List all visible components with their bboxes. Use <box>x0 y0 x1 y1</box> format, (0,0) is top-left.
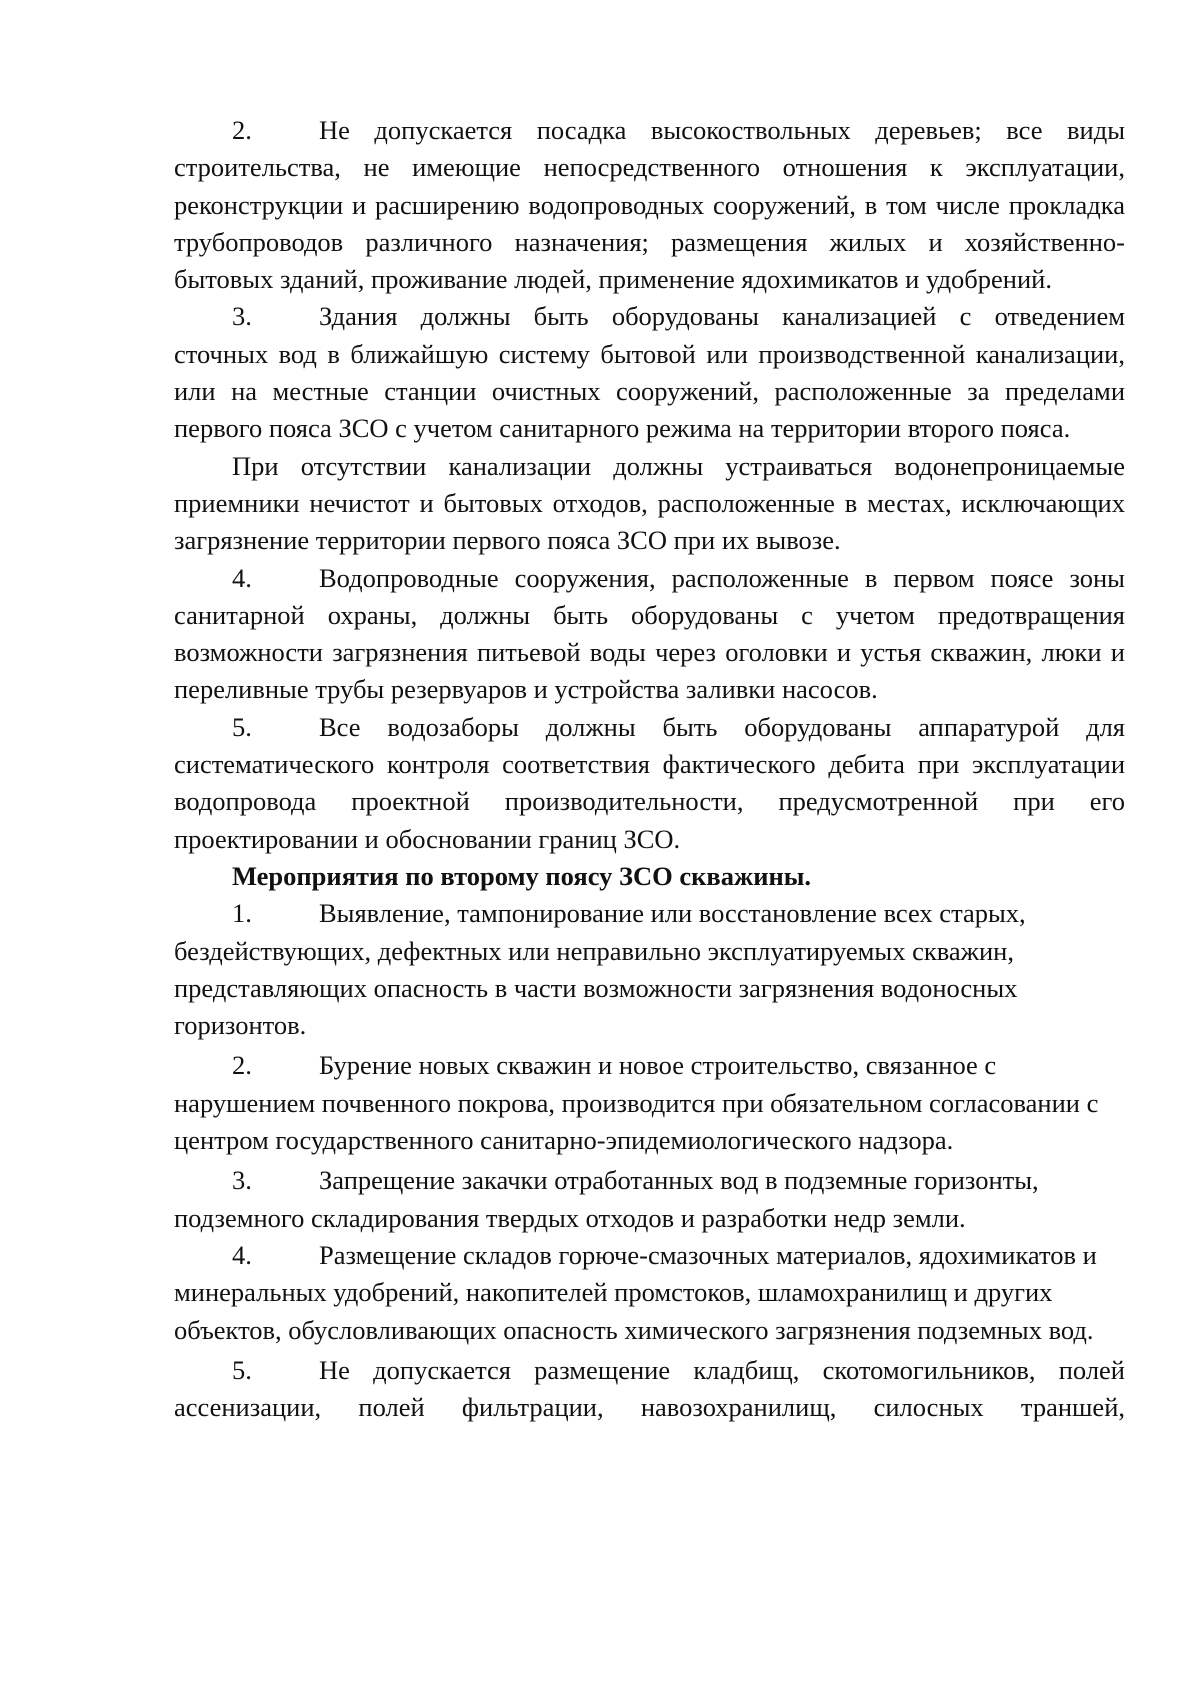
item-number: 3. <box>232 301 252 332</box>
list-item-first-3 <box>174 298 1125 447</box>
list-item-second-1 <box>174 895 1125 1044</box>
item-text: При отсутствии канализации должны устраиваться водонепроницаемые приемники нечистот и бытовых отходов, расположенные в местах, исключающих загрязнение территории первого пояса ЗСО при их вывозе. <box>174 450 1125 556</box>
item-number: 4. <box>232 1239 252 1270</box>
list-item-first-4 <box>174 560 1125 709</box>
list-item-second-3 <box>174 1162 1125 1237</box>
item-text: Размещение складов горюче-смазочных материалов, ядохимикатов и минеральных удобрений, накопителей промстоков, шламохранилищ и других объектов, обусловливающих опасность химического загрязнения подземных вод. <box>174 1239 1097 1345</box>
item-text: Не допускается посадка высокоствольных деревьев; все виды строительства, не имеющие непосредственного отношения к эксплуатации, реконструкции и расширению водопроводных сооружений, в том числе прокладка трубопроводов различного назначения; размещения жилых и хозяйственно-бытовых зданий, проживание людей, применение ядохимикатов и удобрений. <box>174 115 1125 295</box>
item-text: Водопроводные сооружения, расположенные в первом поясе зоны санитарной охраны, должны быть оборудованы с учетом предотвращения возможности загрязнения питьевой воды через оголовки и устья скважин, люки и переливные трубы резервуаров и устройства заливки насосов. <box>174 562 1125 705</box>
item-text: Здания должны быть оборудованы канализацией с отведением сточных вод в ближайшую систему бытовой или производственной канализации, или на местные станции очистных сооружений, расположенные за пределами первого пояса ЗСО с учетом санитарного режима на территории второго пояса. <box>174 301 1125 444</box>
list-item-second-5 <box>174 1352 1125 1427</box>
item-number: 5. <box>232 1354 252 1385</box>
list-item-first-5 <box>174 709 1125 858</box>
list-item-second-2 <box>174 1047 1125 1159</box>
list-item-second-4 <box>174 1237 1125 1349</box>
item-number: 5. <box>232 711 252 742</box>
item-text: Не допускается размещение кладбищ, скотомогильников, полей ассенизации, полей фильтрации, навозохранилищ, силосных траншей, <box>174 1354 1125 1423</box>
item-text: Бурение новых скважин и новое строительство, связанное с нарушением почвенного покрова, производится при обязательном согласовании с центром государственного санитарно-эпидемиологического надзора. <box>174 1050 1099 1156</box>
item-text: Выявление, тампонирование или восстановление всех старых, бездействующих, дефектных или неправильно эксплуатируемых скважин, представляющих опасность в части возможности загрязнения водоносных горизонтов. <box>174 898 1026 1041</box>
item-text: Запрещение закачки отработанных вод в подземные горизонты, подземного складирования твердых отходов и разработки недр земли. <box>174 1165 1039 1233</box>
paragraph-no-sewerage <box>174 448 1125 560</box>
item-number: 4. <box>232 562 252 593</box>
item-number: 2. <box>232 1050 252 1081</box>
item-number: 2. <box>232 115 252 145</box>
item-number: 1. <box>232 898 252 929</box>
item-text: Все водозаборы должны быть оборудованы аппаратурой для систематического контроля соответствия фактического дебита при эксплуатации водопровода проектной производительности, предусмотренной при его проектировании и обосновании границ ЗСО. <box>174 711 1125 854</box>
section-heading: Мероприятия по второму поясу ЗСО скважины. <box>232 860 812 891</box>
list-item-first-2 <box>174 112 1125 298</box>
document-page <box>174 112 1125 1426</box>
item-number: 3. <box>232 1165 252 1196</box>
